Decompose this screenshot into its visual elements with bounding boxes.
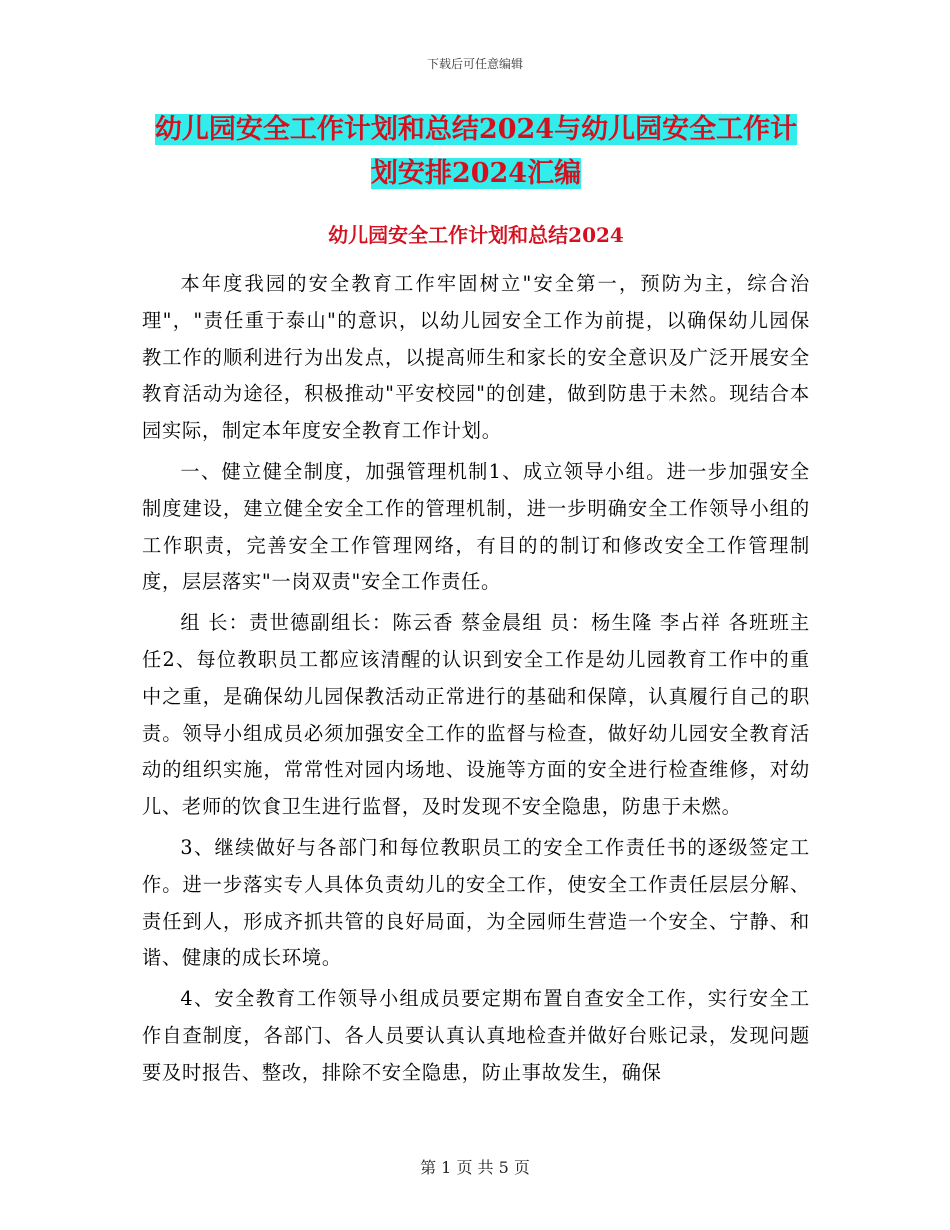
paragraph-1: 本年度我园的安全教育工作牢固树立"安全第一，预防为主，综合治理"，"责任重于泰山"的意识，以幼儿园安全工作为前提，以确保幼儿园保教工作的顺利进行为出发点，以提高师生和家长的安全意识及广泛开展安全教育活动为途径，积极推动"平安校园"的创建，做到防患于未然。现结合本园实际，制定本年度安全教育工作计划。 bbox=[142, 272, 810, 443]
paragraph-5: 4、安全教育工作领导小组成员要定期布置自查安全工作，实行安全工作自查制度，各部门、各人员要认真认真地检查并做好台账记录，发现问题要及时报告、整改，排除不安全隐患，防止事故发生，确保 bbox=[142, 987, 810, 1084]
body-text bbox=[142, 266, 810, 1096]
header-note: 下载后可任意编辑 bbox=[426, 57, 523, 71]
document-title-line-2: 划安排2024汇编 bbox=[370, 158, 582, 189]
paragraph-2: 一、健立健全制度，加强管理机制1、成立领导小组。进一步加强安全制度建设，建立健全安全工作的管理机制，进一步明确安全工作领导小组的工作职责，完善安全工作管理网络，有目的的制订和修改安全工作管理制度，层层落实"一岗双责"安全工作责任。 bbox=[142, 459, 810, 594]
paragraph-4: 3、继续做好与各部门和每位教职员工的安全工作责任书的逐级签定工作。进一步落实专人具体负责幼儿的安全工作，使安全工作责任层层分解、责任到人，形成齐抓共管的良好局面，为全园师生营造一个安全、宁静、和谐、健康的成长环境。 bbox=[142, 835, 810, 970]
document-title bbox=[142, 108, 810, 196]
page-footer: 第 1 页 共 5 页 bbox=[420, 1158, 530, 1177]
document-title-line-1: 幼儿园安全工作计划和总结2024与幼儿园安全工作计 bbox=[154, 114, 798, 145]
section-title: 幼儿园安全工作计划和总结2024 bbox=[328, 223, 624, 247]
paragraph-3: 组 长：责世德副组长：陈云香 蔡金晨组 员：杨生隆 李占祥 各班班主任2、每位教职员工都应该清醒的认识到安全工作是幼儿园教育工作中的重中之重，是确保幼儿园保教活动正常进行的基础和保障，认真履行自己的职责。领导小组成员必须加强安全工作的监督与检查，做好幼儿园安全教育活动的组织实施，常常性对园内场地、设施等方面的安全进行检查维修，对幼儿、老师的饮食卫生进行监督，及时发现不安全隐患，防患于未燃。 bbox=[142, 611, 810, 819]
